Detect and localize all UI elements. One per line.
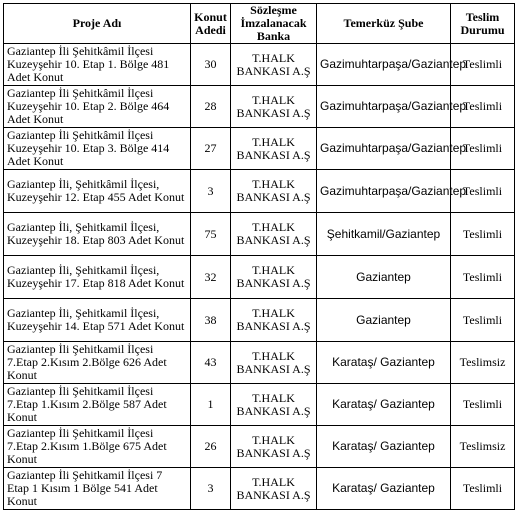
branch-cell: Gazimuhtarpaşa/Gaziantep bbox=[317, 170, 451, 213]
delivery-status-cell: Teslimli bbox=[451, 384, 515, 426]
delivery-status-cell: Teslimli bbox=[451, 299, 515, 342]
bank-cell bbox=[231, 213, 317, 256]
bank-cell bbox=[231, 44, 317, 86]
project-name-cell: Gaziantep İli, Şehitkâmil İlçesi, Kuzeyşehir 12. Etap 455 Adet Konut bbox=[4, 170, 191, 213]
table-row bbox=[4, 468, 515, 510]
project-name-cell: Gaziantep İli Şehitkâmil İlçesi Kuzeyşehir 10. Etap 1. Bölge 481 Adet Konut bbox=[4, 44, 191, 86]
bank-name-line2: BANKASI A.Ş bbox=[236, 276, 311, 290]
unit-count-cell: 27 bbox=[191, 128, 231, 170]
branch-cell: Karataş/ Gaziantep bbox=[317, 342, 451, 384]
bank-name-line2: BANKASI A.Ş bbox=[236, 190, 311, 204]
bank-name-line1: T.HALK bbox=[252, 92, 295, 107]
bank-cell bbox=[231, 256, 317, 299]
header-project: Proje Adı bbox=[4, 4, 191, 44]
bank-name-line2: BANKASI A.Ş bbox=[236, 361, 311, 376]
project-name-cell: Gaziantep İli Şehitkamil İlçesi 7.Etap 2.Kısım 1.Bölge 675 Adet Konut bbox=[4, 426, 191, 468]
housing-projects-table bbox=[3, 3, 515, 510]
table-row bbox=[4, 256, 515, 299]
bank-name-line1: T.HALK bbox=[252, 50, 295, 65]
header-branch: Temerküz Şube bbox=[317, 4, 451, 44]
bank-name-line2: BANKASI A.Ş bbox=[236, 63, 311, 78]
unit-count-cell: 3 bbox=[191, 170, 231, 213]
delivery-status-cell: Teslimli bbox=[451, 213, 515, 256]
unit-count-cell: 32 bbox=[191, 256, 231, 299]
header-status: Teslim Durumu bbox=[451, 4, 515, 44]
table-row bbox=[4, 384, 515, 426]
delivery-status-cell: Teslimsiz bbox=[451, 342, 515, 384]
bank-cell bbox=[231, 170, 317, 213]
delivery-status-cell: Teslimsiz bbox=[451, 426, 515, 468]
bank-name-line1: T.HALK bbox=[252, 263, 295, 277]
project-name-cell: Gaziantep İli, Şehitkamil İlçesi, Kuzeyşehir 18. Etap 803 Adet Konut bbox=[4, 213, 191, 256]
bank-cell bbox=[231, 86, 317, 128]
project-name-cell: Gaziantep İli, Şehitkamil İlçesi, Kuzeyşehir 14. Etap 571 Adet Konut bbox=[4, 299, 191, 342]
table-row bbox=[4, 170, 515, 213]
bank-name-line1: T.HALK bbox=[252, 177, 295, 191]
branch-cell: Gaziantep bbox=[317, 256, 451, 299]
bank-name-line2: BANKASI A.Ş bbox=[236, 319, 311, 333]
delivery-status-cell: Teslimli bbox=[451, 44, 515, 86]
bank-cell bbox=[231, 468, 317, 510]
delivery-status-cell: Teslimli bbox=[451, 86, 515, 128]
bank-cell bbox=[231, 299, 317, 342]
bank-name-line1: T.HALK bbox=[252, 134, 295, 149]
unit-count-cell: 28 bbox=[191, 86, 231, 128]
bank-name-line2: BANKASI A.Ş bbox=[236, 147, 311, 162]
branch-cell: Gazimuhtarpaşa/Gaziantep bbox=[317, 86, 451, 128]
bank-cell bbox=[231, 342, 317, 384]
bank-name-line1: T.HALK bbox=[252, 474, 295, 489]
project-name-cell: Gaziantep İli Şehitkamil İlçesi 7.Etap 2.Kısım 2.Bölge 626 Adet Konut bbox=[4, 342, 191, 384]
unit-count-cell: 26 bbox=[191, 426, 231, 468]
project-name-cell: Gaziantep İli Şehitkamil İlçesi 7.Etap 1.Kısım 2.Bölge 587 Adet Konut bbox=[4, 384, 191, 426]
delivery-status-cell: Teslimli bbox=[451, 256, 515, 299]
unit-count-cell: 3 bbox=[191, 468, 231, 510]
branch-cell: Gaziantep bbox=[317, 299, 451, 342]
unit-count-cell: 43 bbox=[191, 342, 231, 384]
branch-cell: Şehitkamil/Gaziantep bbox=[317, 213, 451, 256]
table-row bbox=[4, 44, 515, 86]
project-name-cell: Gaziantep İli Şehitkâmil İlçesi Kuzeyşehir 10. Etap 2. Bölge 464 Adet Konut bbox=[4, 86, 191, 128]
bank-name-line1: T.HALK bbox=[252, 390, 295, 405]
bank-name-line1: T.HALK bbox=[252, 432, 295, 447]
branch-cell: Gazimuhtarpaşa/Gaziantep bbox=[317, 128, 451, 170]
bank-name-line2: BANKASI A.Ş bbox=[236, 105, 311, 120]
bank-name-line2: BANKASI A.Ş bbox=[236, 445, 311, 460]
delivery-status-cell: Teslimli bbox=[451, 128, 515, 170]
branch-cell: Karataş/ Gaziantep bbox=[317, 426, 451, 468]
table-row bbox=[4, 128, 515, 170]
header-bank: Sözleşme İmzalanacak Banka bbox=[231, 4, 317, 44]
bank-cell bbox=[231, 128, 317, 170]
table-row bbox=[4, 213, 515, 256]
table-row bbox=[4, 342, 515, 384]
header-row bbox=[4, 4, 515, 44]
bank-name-line1: T.HALK bbox=[252, 306, 295, 320]
project-name-cell: Gaziantep İli Şehitkâmil İlçesi Kuzeyşehir 10. Etap 3. Bölge 414 Adet Konut bbox=[4, 128, 191, 170]
branch-cell: Karataş/ Gaziantep bbox=[317, 384, 451, 426]
branch-cell: Gazimuhtarpaşa/Gaziantep bbox=[317, 44, 451, 86]
project-name-cell: Gaziantep İli Şehitkamil İlçesi 7 Etap 1 Kısım 1 Bölge 541 Adet Konut bbox=[4, 468, 191, 510]
delivery-status-cell: Teslimli bbox=[451, 170, 515, 213]
table-row bbox=[4, 86, 515, 128]
unit-count-cell: 1 bbox=[191, 384, 231, 426]
bank-cell bbox=[231, 384, 317, 426]
delivery-status-cell: Teslimli bbox=[451, 468, 515, 510]
bank-cell bbox=[231, 426, 317, 468]
table-row bbox=[4, 426, 515, 468]
unit-count-cell: 38 bbox=[191, 299, 231, 342]
branch-cell: Karataş/ Gaziantep bbox=[317, 468, 451, 510]
unit-count-cell: 75 bbox=[191, 213, 231, 256]
bank-name-line1: T.HALK bbox=[252, 348, 295, 363]
unit-count-cell: 30 bbox=[191, 44, 231, 86]
bank-name-line2: BANKASI A.Ş bbox=[236, 403, 311, 418]
bank-name-line1: T.HALK bbox=[252, 220, 295, 234]
bank-name-line2: BANKASI A.Ş bbox=[236, 233, 311, 247]
header-count: Konut Adedi bbox=[191, 4, 231, 44]
table-row bbox=[4, 299, 515, 342]
bank-name-line2: BANKASI A.Ş bbox=[236, 487, 311, 502]
project-name-cell: Gaziantep İli, Şehitkamil İlçesi, Kuzeyşehir 17. Etap 818 Adet Konut bbox=[4, 256, 191, 299]
